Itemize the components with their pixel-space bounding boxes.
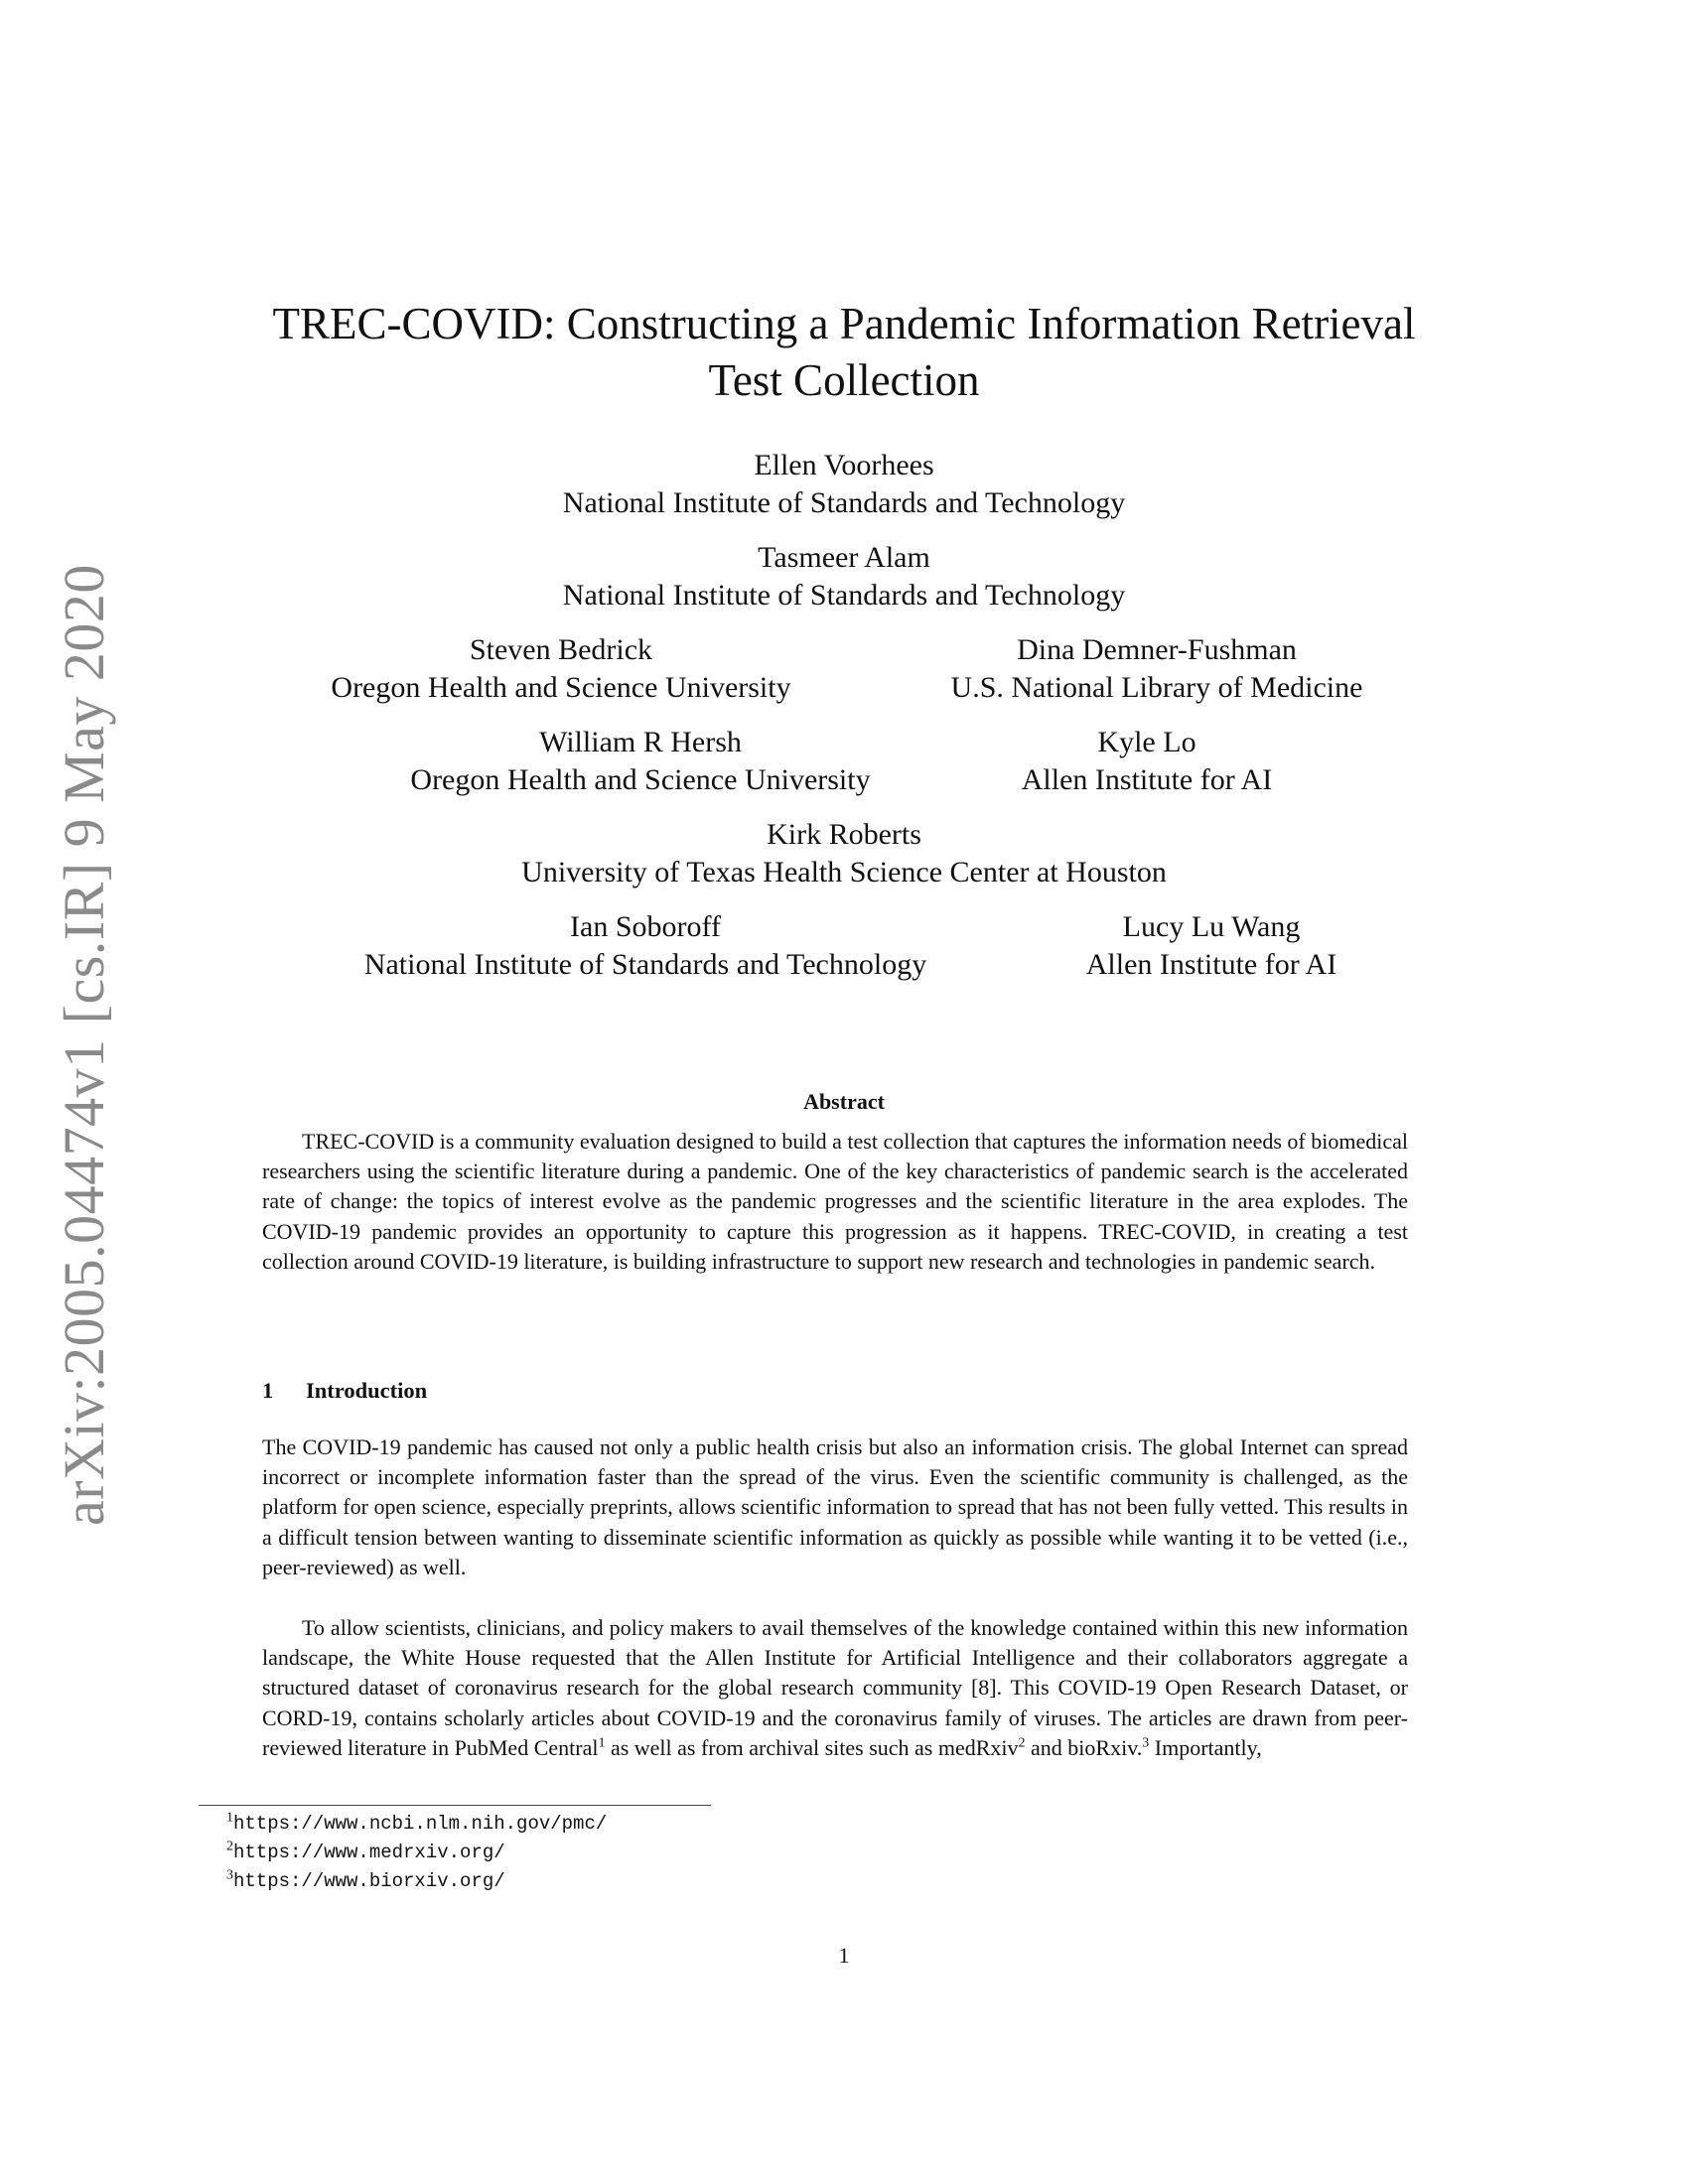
- footnote-ref[interactable]: 3: [1142, 1735, 1150, 1751]
- footnote: [226, 1839, 607, 1867]
- author-affiliation: University of Texas Health Science Center at Houston: [521, 856, 1167, 888]
- author-name: Tasmeer Alam: [758, 541, 930, 574]
- footnote-mark: 3: [226, 1867, 233, 1883]
- section-heading: [262, 1378, 427, 1404]
- author-affiliation: Oregon Health and Science University: [331, 671, 791, 704]
- author-name: Dina Demner-Fushman: [1017, 633, 1297, 666]
- abstract-text: TREC-COVID is a community evaluation designed to build a test collection that captures the information needs of biomedical researchers using the scientific literature during a pandemic. One of the key characteristics of pandemic search is the accelerated rate of change: the topics of interest evolve as the pandemic progresses and the scientific literature in the area explodes. The COVID-19 pandemic provides an opportunity to capture this progression as it happens. TREC-COVID, in creating a test collection around COVID-19 literature, is building infrastructure to support new research and technologies in pandemic search.: [262, 1129, 1408, 1274]
- footnote: [226, 1810, 607, 1839]
- author-block: [293, 631, 829, 707]
- author-name: Kyle Lo: [1097, 726, 1196, 758]
- section-number: 1: [262, 1378, 274, 1403]
- abstract-heading: Abstract: [803, 1089, 885, 1114]
- author-block: [372, 724, 909, 799]
- footnote-divider: [199, 1805, 711, 1806]
- paragraph-text: Importantly,: [1149, 1734, 1262, 1760]
- author-affiliation: Allen Institute for AI: [1085, 948, 1337, 981]
- author-affiliation: Oregon Health and Science University: [410, 763, 871, 796]
- footnote-mark: 2: [226, 1839, 233, 1854]
- author-name: Ellen Voorhees: [754, 449, 934, 481]
- body-paragraph: [262, 1613, 1408, 1763]
- footnote: [226, 1867, 607, 1896]
- footnote-ref[interactable]: 1: [598, 1735, 606, 1751]
- author-affiliation: U.S. National Library of Medicine: [950, 671, 1363, 704]
- author-block: [0, 447, 1688, 522]
- author-block: [308, 908, 983, 984]
- title-line-2: Test Collection: [708, 355, 980, 405]
- author-block: [899, 631, 1415, 707]
- paragraph-text: as well as from archival sites such as medRxiv: [605, 1734, 1019, 1760]
- author-affiliation: National Institute of Standards and Technology: [363, 948, 927, 981]
- author-block: [1057, 908, 1365, 984]
- author-name: William R Hersh: [539, 726, 742, 758]
- author-name: Lucy Lu Wang: [1122, 910, 1301, 943]
- author-name: Steven Bedrick: [469, 633, 653, 666]
- footnote-link[interactable]: https://www.biorxiv.org/: [233, 1870, 505, 1892]
- paragraph-text: To allow scientists, clinicians, and policy makers to avail themselves of the knowledge contained within this new information landscape, the White House requested that the Allen Institute for Artificial Intelligence and their collaborators aggregate a structured dataset of coronavirus research for the global research community [8]. This COVID-19 Open Research Dataset, or CORD-19, contains scholarly articles about COVID-19 and the coronavirus family of viruses. The articles are drawn from peer-reviewed literature in PubMed Central: [262, 1615, 1408, 1760]
- page-number: 1: [838, 1943, 850, 1968]
- title-line-1: TREC-COVID: Constructing a Pandemic Information Retrieval: [272, 299, 1416, 348]
- body-paragraph: The COVID-19 pandemic has caused not only a public health crisis but also an information crisis. The global Internet can spread incorrect or incomplete information faster than the spread of the virus. Even the scientific community is challenged, as the platform for open science, especially preprints, allows scientific information to spread that has not been fully vetted. This results in a difficult tension between wanting to disseminate scientific information as quickly as possible while wanting it to be vetted (i.e., peer-reviewed) as well.: [262, 1434, 1408, 1579]
- author-affiliation: National Institute of Standards and Technology: [562, 486, 1126, 519]
- paper-title: [0, 296, 1688, 409]
- footnote-mark: 1: [226, 1810, 233, 1826]
- author-affiliation: National Institute of Standards and Technology: [562, 579, 1126, 612]
- author-name: Ian Soboroff: [570, 910, 721, 943]
- paragraph-text: and bioRxiv.: [1025, 1734, 1143, 1760]
- author-block: [0, 816, 1688, 891]
- author-affiliation: Allen Institute for AI: [1021, 763, 1273, 796]
- footnote-link[interactable]: https://www.ncbi.nlm.nih.gov/pmc/: [233, 1813, 608, 1835]
- section-title: Introduction: [306, 1378, 428, 1403]
- author-name: Kirk Roberts: [767, 818, 921, 851]
- footnote-ref[interactable]: 2: [1018, 1735, 1026, 1751]
- footnote-link[interactable]: https://www.medrxiv.org/: [233, 1842, 505, 1863]
- author-block: [0, 539, 1688, 614]
- arxiv-watermark: arXiv:2005.04474v1 [cs.IR] 9 May 2020: [52, 564, 116, 1526]
- footnotes: [226, 1810, 607, 1896]
- author-block: [998, 724, 1296, 799]
